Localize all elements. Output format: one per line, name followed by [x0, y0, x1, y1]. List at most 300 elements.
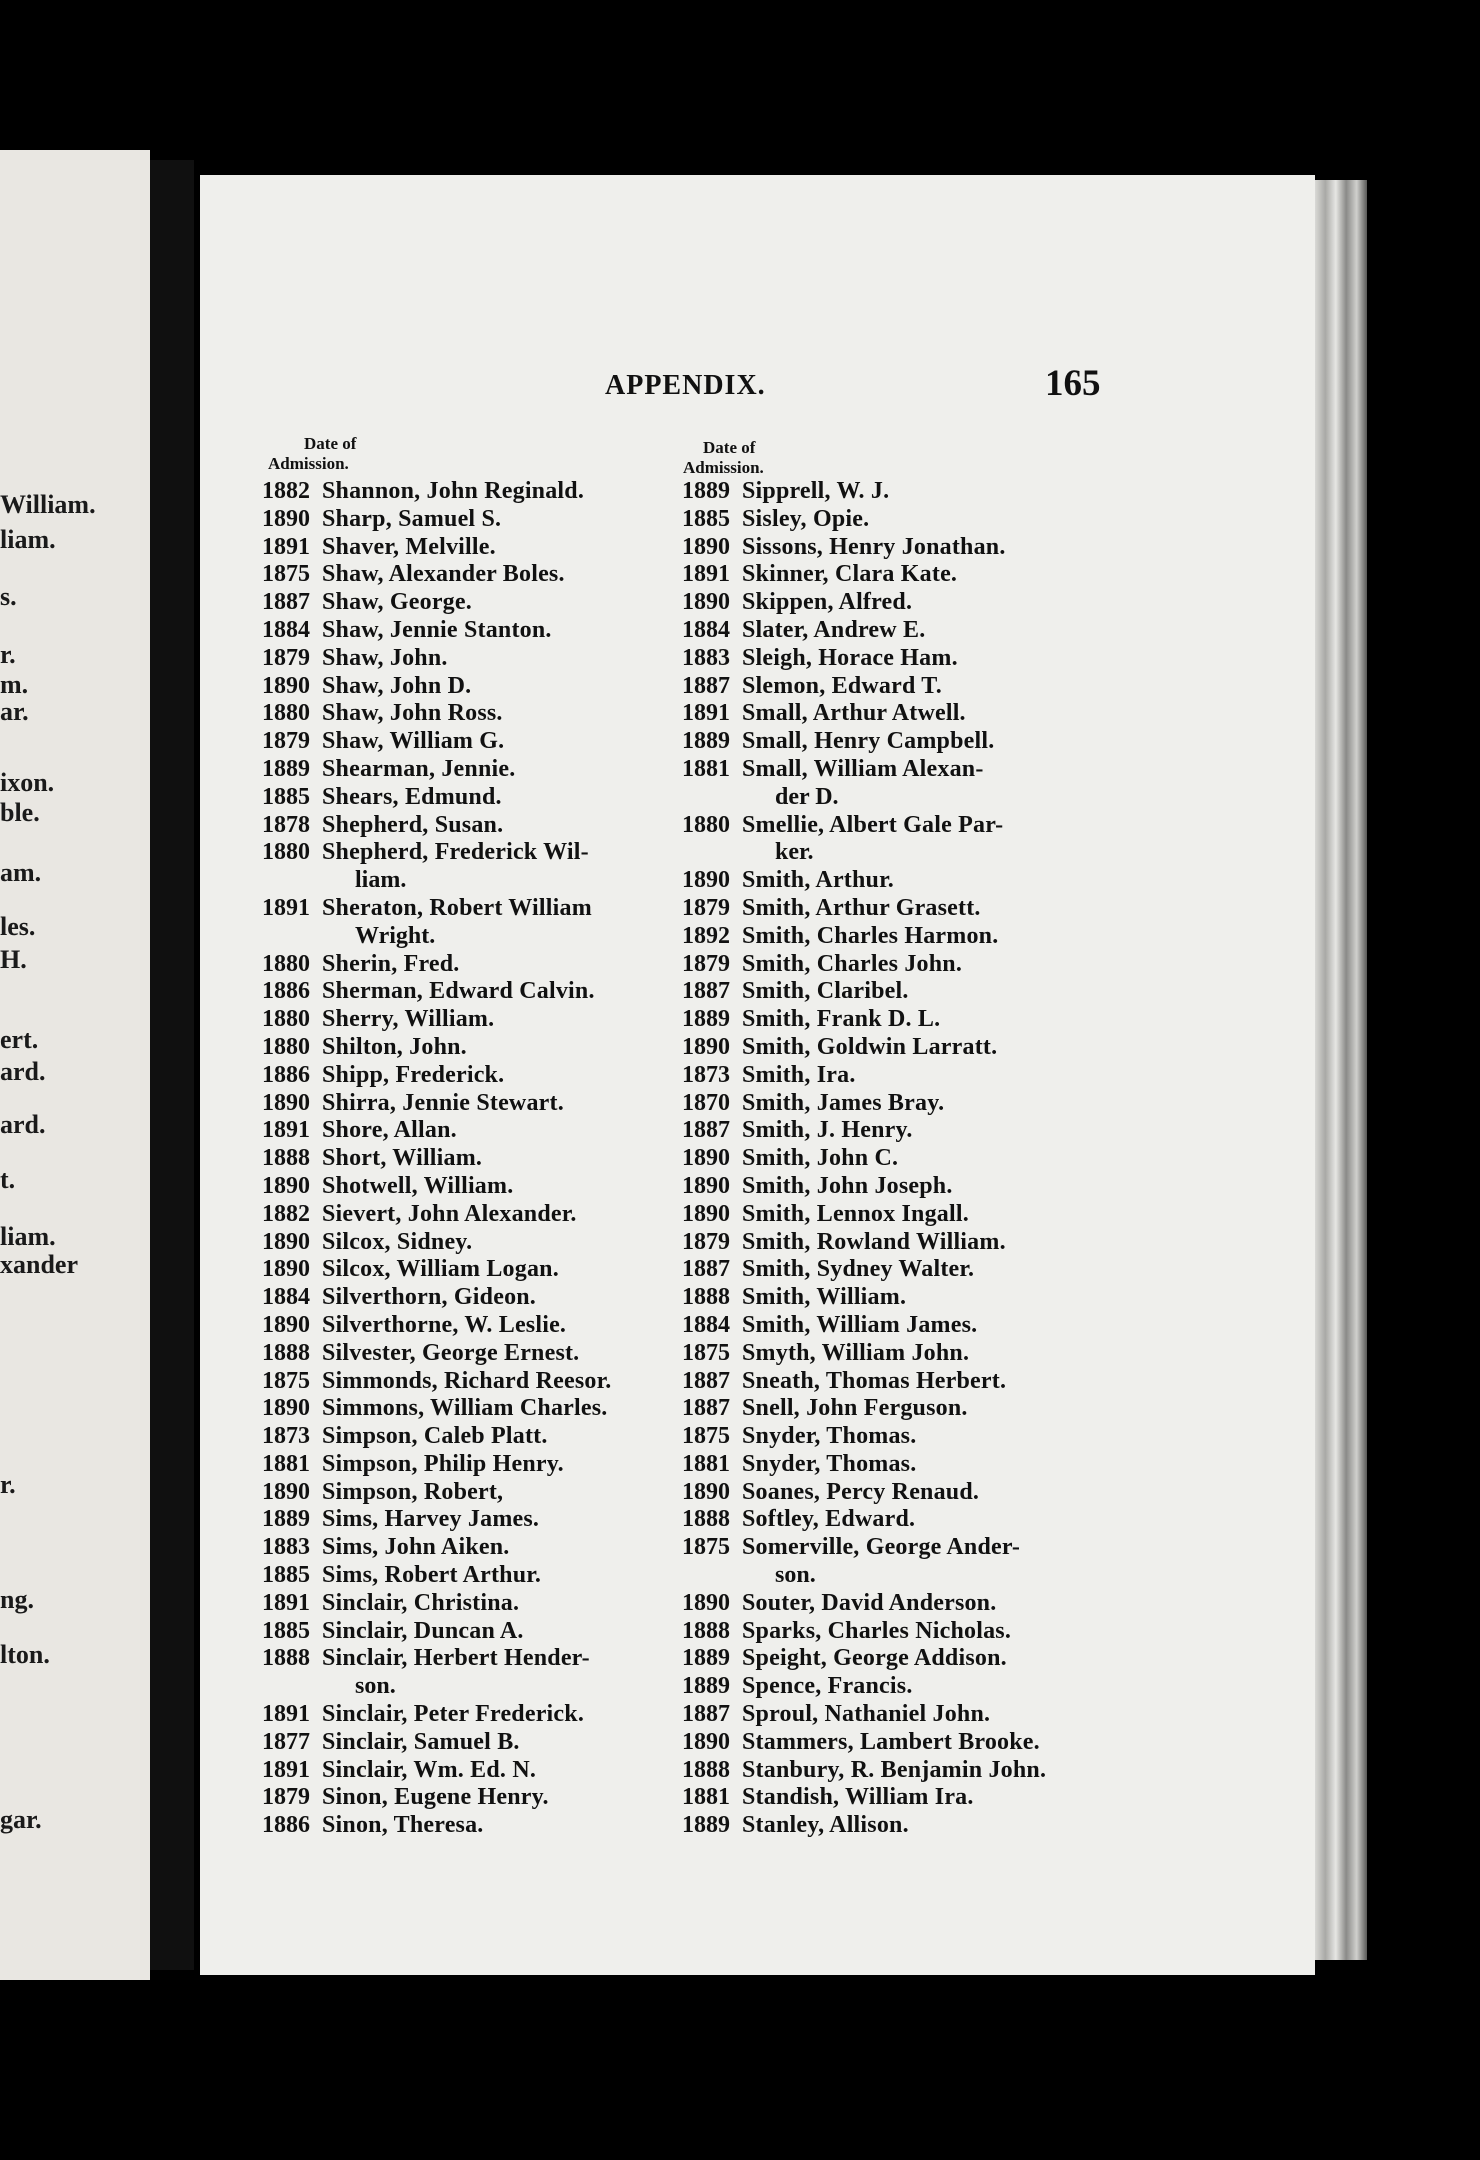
admission-year: 1886: [262, 1061, 310, 1088]
admission-year: 1891: [682, 561, 730, 588]
entry-row: [262, 978, 611, 1006]
entry-row: [262, 1784, 611, 1812]
previous-page-text: r.: [0, 640, 16, 669]
column-heading-line1: Date of: [703, 438, 756, 457]
previous-page-text: ng.: [0, 1585, 34, 1614]
admission-year: 1888: [682, 1284, 730, 1311]
member-name: Stammers, Lambert Brooke.: [742, 1728, 1040, 1755]
entry-row: [682, 645, 1046, 673]
entry-row: [682, 1534, 1046, 1562]
member-name: Shears, Edmund.: [322, 783, 502, 810]
member-name: Sinon, Theresa.: [322, 1812, 484, 1839]
admission-year: 1885: [682, 505, 730, 532]
member-name: Sinclair, Christina.: [322, 1589, 520, 1616]
admission-year: 1879: [682, 950, 730, 977]
member-name: Sinclair, Wm. Ed. N.: [322, 1756, 537, 1783]
admission-year: 1879: [682, 894, 730, 921]
member-name: Snell, John Ferguson.: [742, 1395, 968, 1422]
admission-year: 1887: [262, 589, 310, 616]
admission-year: 1884: [682, 616, 730, 643]
entry-row: [682, 1173, 1046, 1201]
entry-row: [682, 1645, 1046, 1673]
member-name: Shaw, George.: [322, 589, 472, 616]
member-name: Silcox, Sidney.: [322, 1228, 473, 1255]
member-name: Stanbury, R. Benjamin John.: [742, 1756, 1047, 1783]
admission-year: 1883: [262, 1534, 310, 1561]
admission-year: 1889: [262, 755, 310, 782]
entry-row: [262, 1006, 611, 1034]
entry-row: [682, 673, 1046, 701]
entry-row: [682, 812, 1046, 840]
entry-row: [682, 1062, 1046, 1090]
entry-row: [262, 1368, 611, 1396]
name-continuation: der D.: [775, 783, 839, 810]
member-name: Smith, Sydney Walter.: [742, 1256, 975, 1283]
entry-row: [682, 1145, 1046, 1173]
entry-row: [682, 1395, 1046, 1423]
entry-row: [262, 1090, 611, 1118]
page-edges: [1315, 180, 1367, 1960]
member-name: Sparks, Charles Nicholas.: [742, 1617, 1012, 1644]
admission-year: 1890: [682, 867, 730, 894]
previous-page-text: ble.: [0, 798, 40, 827]
entry-row: [262, 1312, 611, 1340]
member-name: Sleigh, Horace Ham.: [742, 644, 958, 671]
admission-year: 1879: [262, 644, 310, 671]
entry-row: [682, 1479, 1046, 1507]
admission-year: 1880: [262, 1033, 310, 1060]
member-name: Shaw, John Ross.: [322, 700, 503, 727]
entry-row: [262, 1201, 611, 1229]
admission-year: 1889: [682, 1673, 730, 1700]
member-name: Speight, George Addison.: [742, 1645, 1007, 1672]
entry-row: [262, 1479, 611, 1507]
column-heading-line2: Admission.: [683, 458, 764, 477]
admission-year: 1875: [262, 1367, 310, 1394]
admission-year: 1873: [682, 1061, 730, 1088]
admission-year: 1890: [682, 1589, 730, 1616]
admission-year: 1885: [262, 1617, 310, 1644]
previous-page-text: ert.: [0, 1025, 39, 1054]
entry-row: [262, 506, 611, 534]
member-name: Smith, Ira.: [742, 1061, 856, 1088]
member-name: Sinclair, Samuel B.: [322, 1728, 520, 1755]
entry-row: [262, 895, 611, 923]
member-name: Smith, Goldwin Larratt.: [742, 1033, 998, 1060]
member-name: Sherman, Edward Calvin.: [322, 978, 595, 1005]
admission-year: 1887: [682, 1367, 730, 1394]
entry-row: [262, 1701, 611, 1729]
member-name: Smith, Charles John.: [742, 950, 963, 977]
admission-year: 1889: [682, 1645, 730, 1672]
entry-row: [262, 617, 611, 645]
admission-year: 1873: [262, 1423, 310, 1450]
admission-year: 1890: [682, 1728, 730, 1755]
member-name: Shepherd, Frederick Wil-: [322, 839, 589, 866]
member-name: Sherin, Fred.: [322, 950, 460, 977]
member-name: Sims, Harvey James.: [322, 1506, 540, 1533]
admission-year: 1887: [682, 1701, 730, 1728]
member-name: Spence, Francis.: [742, 1673, 913, 1700]
name-continuation: liam.: [355, 867, 407, 894]
entry-row: [682, 728, 1046, 756]
admission-year: 1879: [682, 1228, 730, 1255]
admission-year: 1887: [682, 672, 730, 699]
admission-year: 1888: [262, 1145, 310, 1172]
entry-row: [262, 1229, 611, 1257]
page-number: 165: [1045, 363, 1101, 404]
admission-year: 1879: [262, 1784, 310, 1811]
entry-row: [262, 478, 611, 506]
member-name: Shaw, Alexander Boles.: [322, 561, 565, 588]
admission-year: 1890: [262, 1311, 310, 1338]
admission-year: 1884: [262, 616, 310, 643]
member-name: Shearman, Jennie.: [322, 755, 516, 782]
admission-year: 1879: [262, 728, 310, 755]
book-gutter: [150, 160, 194, 1970]
entry-row: [682, 1506, 1046, 1534]
member-name: Smith, William.: [742, 1284, 907, 1311]
member-name: Sinclair, Peter Frederick.: [322, 1701, 585, 1728]
member-name: Smellie, Albert Gale Par-: [742, 811, 1004, 838]
entry-row: [262, 673, 611, 701]
admission-year: 1890: [682, 533, 730, 560]
entry-row: [682, 1229, 1046, 1257]
member-name: Shepherd, Susan.: [322, 811, 504, 838]
admission-year: 1880: [262, 950, 310, 977]
entry-row: [682, 1256, 1046, 1284]
entry-row: [682, 923, 1046, 951]
member-name: Sims, John Aiken.: [322, 1534, 510, 1561]
member-name: Sinon, Eugene Henry.: [322, 1784, 549, 1811]
member-name: Shaw, John D.: [322, 672, 472, 699]
entry-row: [262, 756, 611, 784]
entry-row: [262, 561, 611, 589]
entry-row: [682, 1090, 1046, 1118]
entry-row: [682, 561, 1046, 589]
member-name: Simmons, William Charles.: [322, 1395, 608, 1422]
member-name: Shore, Allan.: [322, 1117, 457, 1144]
previous-page-text: am.: [0, 858, 42, 887]
admission-year: 1875: [682, 1423, 730, 1450]
admission-year: 1890: [682, 1200, 730, 1227]
entry-row: [262, 1590, 611, 1618]
entry-row: [262, 1534, 611, 1562]
name-continuation: ker.: [775, 839, 814, 866]
entry-row: [682, 1423, 1046, 1451]
previous-page-text: ar.: [0, 697, 29, 726]
admission-year: 1889: [682, 728, 730, 755]
member-name: Shirra, Jennie Stewart.: [322, 1089, 564, 1116]
entry-row: [262, 1506, 611, 1534]
member-name: Sipprell, W. J.: [742, 478, 890, 504]
entry-row: [262, 1757, 611, 1785]
entry-row: [682, 478, 1046, 506]
member-name: Smith, James Bray.: [742, 1089, 945, 1116]
admission-year: 1875: [682, 1534, 730, 1561]
entry-row: [262, 839, 611, 867]
column-heading-line1: Date of: [304, 434, 357, 453]
admission-year: 1887: [682, 1256, 730, 1283]
entry-row: [682, 617, 1046, 645]
member-name: Shannon, John Reginald.: [322, 478, 585, 504]
entry-row: [682, 506, 1046, 534]
admission-year: 1891: [262, 1589, 310, 1616]
member-name: Shaver, Melville.: [322, 533, 496, 560]
member-name: Smith, Frank D. L.: [742, 1006, 941, 1033]
entry-row: [262, 784, 611, 812]
member-name: Snyder, Thomas.: [742, 1423, 917, 1450]
entry-row: [682, 1757, 1046, 1785]
admission-year: 1891: [262, 533, 310, 560]
previous-page-text: liam.: [0, 1222, 56, 1251]
right-column: [682, 478, 1046, 1840]
entry-row: [262, 1645, 611, 1673]
previous-page-text: William.: [0, 490, 96, 519]
member-name: Sherry, William.: [322, 1006, 495, 1033]
admission-year: 1884: [262, 1284, 310, 1311]
member-name: Sproul, Nathaniel John.: [742, 1701, 991, 1728]
entry-row: [262, 1145, 611, 1173]
member-name: Smith, Charles Harmon.: [742, 922, 999, 949]
entry-row: [262, 1173, 611, 1201]
name-continuation: son.: [775, 1562, 816, 1589]
entry-row: [682, 1284, 1046, 1312]
admission-year: 1882: [262, 1200, 310, 1227]
entry-row: [682, 1701, 1046, 1729]
entry-row: [682, 1117, 1046, 1145]
admission-year: 1890: [262, 505, 310, 532]
member-name: Smith, Rowland William.: [742, 1228, 1006, 1255]
admission-year: 1891: [262, 1756, 310, 1783]
previous-page-text: gar.: [0, 1805, 42, 1834]
entry-row: [682, 1590, 1046, 1618]
member-name: Simmonds, Richard Reesor.: [322, 1367, 612, 1394]
member-name: Sissons, Henry Jonathan.: [742, 533, 1006, 560]
member-name: Softley, Edward.: [742, 1506, 916, 1533]
member-name: Smith, William James.: [742, 1311, 978, 1338]
member-name: Sneath, Thomas Herbert.: [742, 1367, 1007, 1394]
entry-row: [262, 700, 611, 728]
entry-row: [262, 1423, 611, 1451]
member-name: Slemon, Edward T.: [742, 672, 942, 699]
left-column: [262, 478, 611, 1840]
admission-year: 1878: [262, 811, 310, 838]
member-name: Smith, Arthur Grasett.: [742, 894, 981, 921]
entry-row: [682, 1673, 1046, 1701]
admission-year: 1888: [262, 1645, 310, 1672]
previous-page-text: H.: [0, 945, 27, 974]
admission-year: 1890: [682, 1478, 730, 1505]
member-name: Simpson, Philip Henry.: [322, 1450, 564, 1477]
entry-row: [262, 1117, 611, 1145]
entry-row: [262, 1812, 611, 1840]
entry-row: [682, 1201, 1046, 1229]
admission-year: 1887: [682, 1117, 730, 1144]
admission-year: 1891: [682, 700, 730, 727]
member-name: Silvester, George Ernest.: [322, 1339, 580, 1366]
member-name: Small, William Alexan-: [742, 755, 984, 782]
entry-row: [682, 867, 1046, 895]
member-name: Shaw, John.: [322, 644, 448, 671]
entry-row: [262, 951, 611, 979]
member-name: Short, William.: [322, 1145, 483, 1172]
member-name: Sinclair, Duncan A.: [322, 1617, 524, 1644]
member-name: Slater, Andrew E.: [742, 616, 926, 643]
admission-year: 1892: [682, 922, 730, 949]
entry-row: [262, 589, 611, 617]
admission-year: 1880: [682, 811, 730, 838]
member-name: Smith, J. Henry.: [742, 1117, 913, 1144]
previous-page-text: ard.: [0, 1057, 46, 1086]
entry-row: [682, 1784, 1046, 1812]
member-name: Smith, Lennox Ingall.: [742, 1200, 969, 1227]
admission-year: 1880: [262, 1006, 310, 1033]
member-name: Shipp, Frederick.: [322, 1061, 505, 1088]
admission-year: 1890: [262, 1089, 310, 1116]
member-name: Sisley, Opie.: [742, 505, 870, 532]
entry-row: [682, 978, 1046, 1006]
previous-page-text: liam.: [0, 525, 56, 554]
member-name: Smith, John C.: [742, 1145, 899, 1172]
admission-year: 1890: [262, 1228, 310, 1255]
member-name: Silcox, William Logan.: [322, 1256, 559, 1283]
admission-year: 1891: [262, 1701, 310, 1728]
member-name: Stanley, Allison.: [742, 1812, 909, 1839]
member-name: Shilton, John.: [322, 1033, 467, 1060]
admission-year: 1881: [682, 1784, 730, 1811]
admission-year: 1881: [262, 1450, 310, 1477]
entry-row: [682, 589, 1046, 617]
running-head: APPENDIX.: [605, 370, 766, 401]
entry-row: [682, 1812, 1046, 1840]
entry-row: [682, 1368, 1046, 1396]
admission-year: 1890: [262, 672, 310, 699]
previous-page-text: les.: [0, 912, 36, 941]
member-name: Sheraton, Robert William: [322, 894, 592, 921]
entry-row: [682, 700, 1046, 728]
entry-row: [682, 1034, 1046, 1062]
member-name: Souter, David Anderson.: [742, 1589, 997, 1616]
member-name: Somerville, George Ander-: [742, 1534, 1021, 1561]
member-name: Shotwell, William.: [322, 1172, 514, 1199]
admission-year: 1875: [262, 561, 310, 588]
entry-row: [682, 1340, 1046, 1368]
member-name: Sims, Robert Arthur.: [322, 1562, 542, 1589]
member-name: Silverthorn, Gideon.: [322, 1284, 537, 1311]
admission-year: 1889: [682, 478, 730, 504]
previous-page-text: s.: [0, 582, 17, 611]
admission-year: 1890: [682, 589, 730, 616]
previous-page-text: m.: [0, 670, 29, 699]
admission-year: 1875: [682, 1339, 730, 1366]
name-continuation: Wright.: [355, 922, 436, 949]
member-name: Shaw, William G.: [322, 728, 505, 755]
admission-year: 1889: [682, 1006, 730, 1033]
admission-year: 1890: [262, 1395, 310, 1422]
member-name: Skippen, Alfred.: [742, 589, 913, 616]
entry-row: [682, 1618, 1046, 1646]
entry-row: [262, 534, 611, 562]
entry-row: [682, 951, 1046, 979]
member-name: Small, Arthur Atwell.: [742, 700, 966, 727]
admission-year: 1877: [262, 1728, 310, 1755]
admission-year: 1884: [682, 1311, 730, 1338]
member-name: Smith, Arthur.: [742, 867, 894, 894]
entry-row: [262, 1562, 611, 1590]
entry-row: [262, 1034, 611, 1062]
member-name: Simpson, Robert,: [322, 1478, 504, 1505]
previous-page-text: r.: [0, 1470, 16, 1499]
entry-row: [262, 1062, 611, 1090]
admission-year: 1880: [262, 839, 310, 866]
entry-row: [262, 1340, 611, 1368]
admission-year: 1881: [682, 1450, 730, 1477]
admission-year: 1890: [262, 1172, 310, 1199]
entry-row: [262, 728, 611, 756]
entry-row: [682, 534, 1046, 562]
admission-year: 1890: [262, 1478, 310, 1505]
previous-page-text: t.: [0, 1165, 16, 1194]
member-name: Snyder, Thomas.: [742, 1450, 917, 1477]
member-name: Sievert, John Alexander.: [322, 1200, 577, 1227]
name-continuation: son.: [355, 1673, 396, 1700]
member-name: Small, Henry Campbell.: [742, 728, 995, 755]
member-name: Sharp, Samuel S.: [322, 505, 502, 532]
admission-year: 1880: [262, 700, 310, 727]
entry-row: [682, 756, 1046, 784]
admission-year: 1890: [682, 1172, 730, 1199]
admission-year: 1890: [682, 1033, 730, 1060]
admission-year: 1887: [682, 978, 730, 1005]
admission-year: 1885: [262, 1562, 310, 1589]
entry-row: [262, 1729, 611, 1757]
admission-year: 1890: [682, 1145, 730, 1172]
entry-row: [682, 1006, 1046, 1034]
right-column-heading: [683, 438, 764, 478]
admission-year: 1889: [262, 1506, 310, 1533]
admission-year: 1870: [682, 1089, 730, 1116]
admission-year: 1882: [262, 478, 310, 504]
entry-row: [682, 1729, 1046, 1757]
member-name: Smyth, William John.: [742, 1339, 970, 1366]
entry-row: [682, 1451, 1046, 1479]
admission-year: 1889: [682, 1812, 730, 1839]
member-name: Standish, William Ira.: [742, 1784, 974, 1811]
previous-page-fragment: [0, 150, 150, 1980]
admission-year: 1888: [682, 1617, 730, 1644]
column-heading-line2: Admission.: [268, 454, 349, 473]
entry-row: [262, 1256, 611, 1284]
admission-year: 1886: [262, 1812, 310, 1839]
admission-year: 1890: [262, 1256, 310, 1283]
entry-row: [682, 895, 1046, 923]
entry-row: [262, 812, 611, 840]
admission-year: 1891: [262, 1117, 310, 1144]
entry-row: [262, 1618, 611, 1646]
left-column-heading: [268, 434, 356, 474]
member-name: Soanes, Percy Renaud.: [742, 1478, 980, 1505]
admission-year: 1883: [682, 644, 730, 671]
previous-page-text: lton.: [0, 1640, 50, 1669]
member-name: Smith, Claribel.: [742, 978, 909, 1005]
member-name: Skinner, Clara Kate.: [742, 561, 958, 588]
admission-year: 1886: [262, 978, 310, 1005]
admission-year: 1881: [682, 755, 730, 782]
previous-page-text: ard.: [0, 1110, 46, 1139]
member-name: Silverthorne, W. Leslie.: [322, 1311, 567, 1338]
previous-page-text: ixon.: [0, 768, 55, 797]
